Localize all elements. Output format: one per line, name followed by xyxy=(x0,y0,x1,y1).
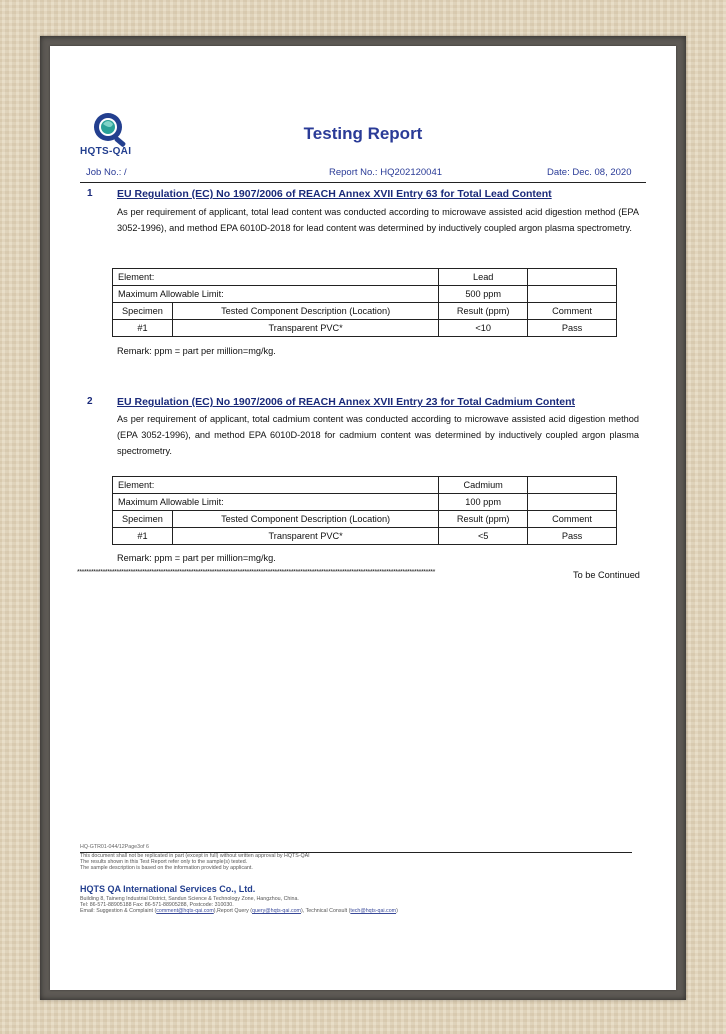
star-divider: ********************************************************************************************************************************************************** xyxy=(77,569,435,575)
report-date: Date: Dec. 08, 2020 xyxy=(547,167,632,178)
continued-note: To be Continued xyxy=(573,570,640,580)
disclaimer-line: The sample description is based on the information provided by applicant. xyxy=(80,865,253,871)
disclaimer-line: This document shall not be replicated in part (except in full) without written approval by HQTS-QAI xyxy=(80,853,310,859)
specimen-cell: #1 xyxy=(113,528,173,545)
column-header: Comment xyxy=(528,303,617,320)
contact-line xyxy=(80,908,398,914)
result-cell: <5 xyxy=(439,528,528,545)
section-title: EU Regulation (EC) No 1907/2006 of REACH Annex XVII Entry 63 for Total Lead Content xyxy=(117,188,552,200)
column-header: Result (ppm) xyxy=(439,511,528,528)
table-row xyxy=(113,286,617,303)
empty-cell xyxy=(528,477,617,494)
remark: Remark: ppm = part per million=mg/kg. xyxy=(117,346,276,356)
complaint-email-link[interactable]: comment@hqts-qai.com xyxy=(156,908,214,914)
column-header: Comment xyxy=(528,511,617,528)
company-address: Building 8, Taineng Industrial District, Sandun Science & Technology Zone, Hangzhou, China. xyxy=(80,896,299,902)
page-title: Testing Report xyxy=(303,124,423,143)
table-row xyxy=(113,320,617,337)
column-header: Result (ppm) xyxy=(439,303,528,320)
comment-cell: Pass xyxy=(528,528,617,545)
section-number: 2 xyxy=(87,396,93,407)
element-value: Cadmium xyxy=(439,477,528,494)
empty-cell xyxy=(528,494,617,511)
result-cell: <10 xyxy=(439,320,528,337)
element-label: Element: xyxy=(113,269,439,286)
empty-cell xyxy=(528,286,617,303)
section-body: As per requirement of applicant, total cadmium content was conducted according to microwave assisted acid digestion method (EPA 3052-1996), and method EPA 6010D-2018 for cadmium content was determined by inductively coupled argon plasma spectrometry. xyxy=(117,414,639,456)
table-row xyxy=(113,269,617,286)
contact-text: ), Technical Consult ( xyxy=(300,908,351,914)
report-page xyxy=(50,46,676,990)
limit-label: Maximum Allowable Limit: xyxy=(113,286,439,303)
lead-results-table xyxy=(112,268,617,337)
query-email-link[interactable]: query@hqts-qai.com xyxy=(252,908,301,914)
table-header-row xyxy=(113,511,617,528)
limit-value: 100 ppm xyxy=(439,494,528,511)
table-row xyxy=(113,494,617,511)
section-title: EU Regulation (EC) No 1907/2006 of REACH Annex XVII Entry 23 for Total Cadmium Content xyxy=(117,396,575,408)
contact-text: ) xyxy=(396,908,398,914)
table-row xyxy=(113,477,617,494)
contact-text: Email: Suggestion & Complaint ( xyxy=(80,908,157,914)
specimen-cell: #1 xyxy=(113,320,173,337)
column-header: Tested Component Description (Location) xyxy=(172,511,438,528)
remark: Remark: ppm = part per million=mg/kg. xyxy=(117,553,276,563)
disclaimer-line: The results shown in this Test Report refer only to the sample(s) tested. xyxy=(80,859,248,865)
report-number: Report No.: HQ202120041 xyxy=(329,167,443,178)
company-name: HQTS QA International Services Co., Ltd. xyxy=(80,884,256,894)
header-divider xyxy=(80,182,646,183)
limit-value: 500 ppm xyxy=(439,286,528,303)
table-row xyxy=(113,528,617,545)
tech-email-link[interactable]: tech@hqts-qai.com xyxy=(350,908,397,914)
element-label: Element: xyxy=(113,477,439,494)
empty-cell xyxy=(528,269,617,286)
company-phone: Tel: 86-571-88905188 Fax: 86-571-88905288, Postcode: 310030. xyxy=(80,902,234,908)
column-header: Tested Component Description (Location) xyxy=(172,303,438,320)
logo-text: HQTS-QAI xyxy=(80,146,132,157)
section-number: 1 xyxy=(87,188,93,199)
element-value: Lead xyxy=(439,269,528,286)
description-cell: Transparent PVC* xyxy=(172,528,438,545)
contact-text: ),Report Query ( xyxy=(213,908,253,914)
comment-cell: Pass xyxy=(528,320,617,337)
table-header-row xyxy=(113,303,617,320)
document-reference: HQ-GTR01-044/12Page3of 6 xyxy=(80,844,149,850)
limit-label: Maximum Allowable Limit: xyxy=(113,494,439,511)
description-cell: Transparent PVC* xyxy=(172,320,438,337)
cadmium-results-table xyxy=(112,476,617,545)
section-body: As per requirement of applicant, total lead content was conducted according to microwave assisted acid digestion method (EPA 3052-1996), and method EPA 6010D-2018 for lead content was determined by inductively coupled argon plasma spectrometry. xyxy=(117,207,639,233)
column-header: Specimen xyxy=(113,511,173,528)
job-number: Job No.: / xyxy=(86,167,127,178)
column-header: Specimen xyxy=(113,303,173,320)
